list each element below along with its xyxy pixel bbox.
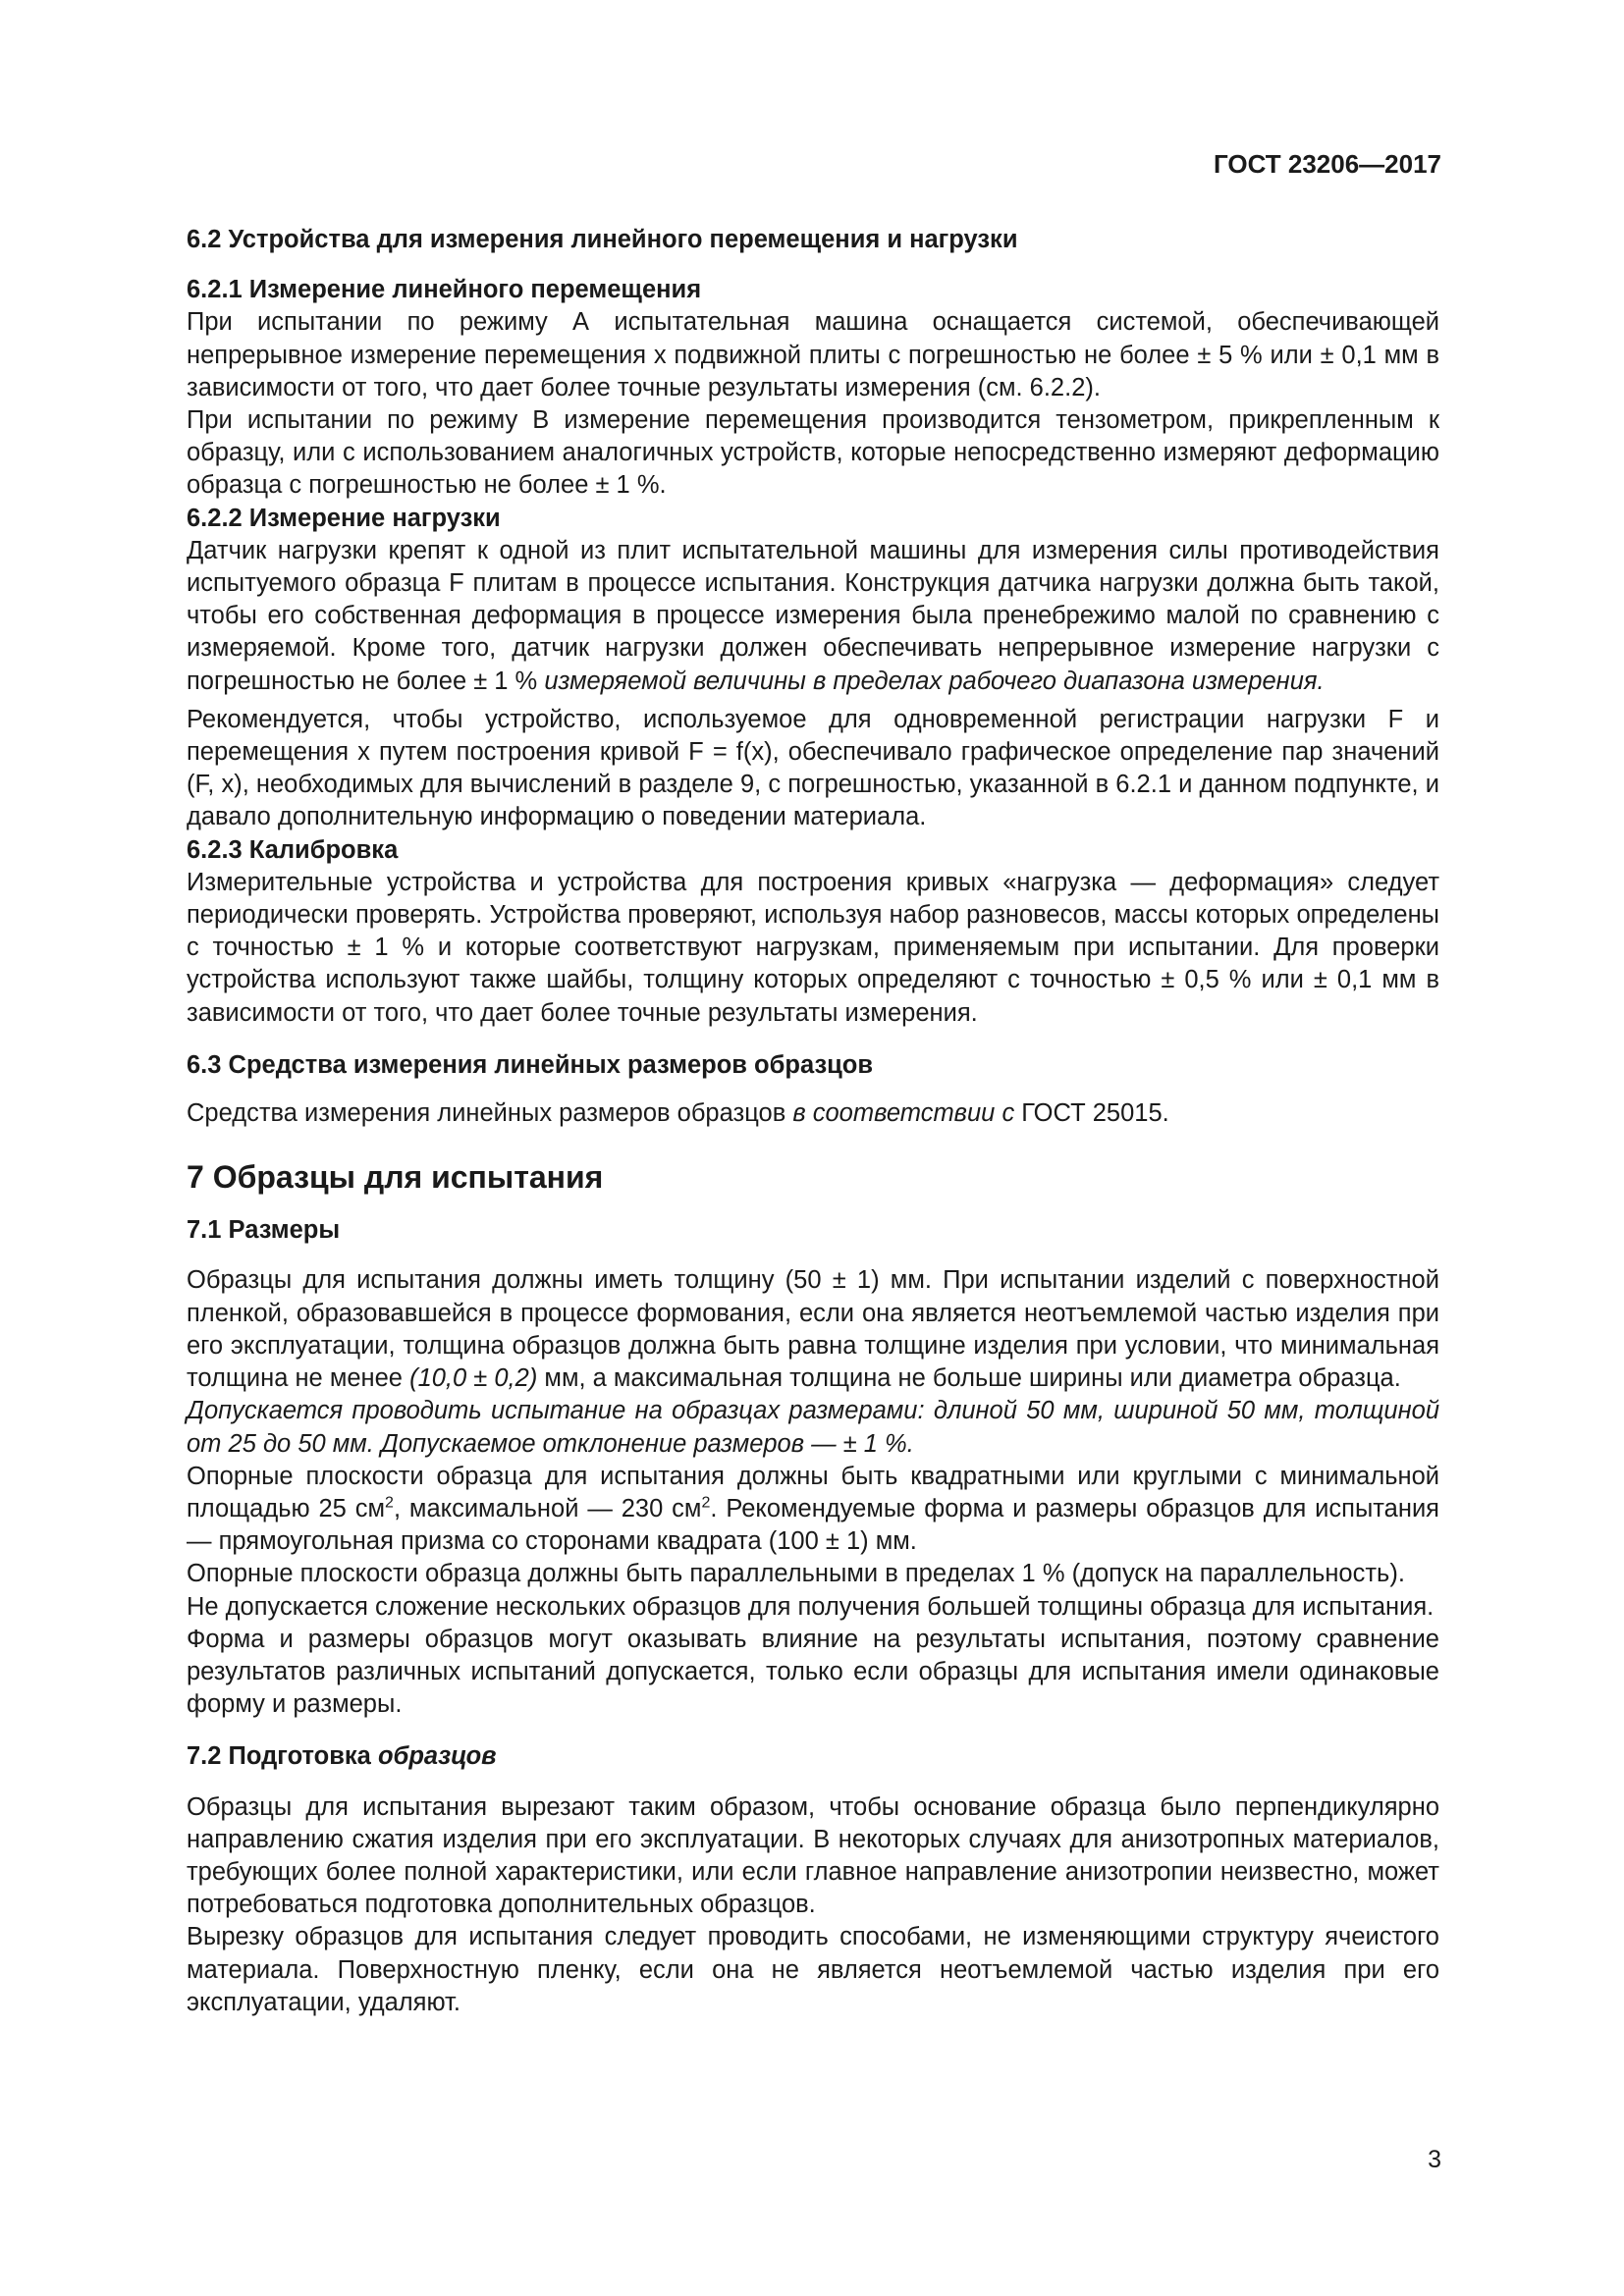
paragraph-6-3-1-ref: ГОСТ 25015. bbox=[1021, 1099, 1169, 1128]
section-7-title: 7 Образцы для испытания bbox=[187, 1159, 604, 1196]
document-body bbox=[187, 224, 1439, 2019]
paragraph-7-2-2: Вырезку образцов для испытания следует проводить способами, не изменяющими структуру ячеистого материала. Поверхностную пленку, если она не является неотъемлемой частью изделия при его эксплуатации, удаляют. bbox=[187, 1923, 1439, 2016]
paragraph-7-1-5: Не допускается сложение нескольких образцов для получения большей толщины образца для испытания. bbox=[187, 1592, 1435, 1621]
paragraph-7-1-1-text: Образцы для испытания должны иметь толщину (50 ± 1) мм. При испытании изделий с поверхностной пленкой, образовавшейся в процессе формования, если она является неотъемлемой частью изделия при его эксплуатации, толщина образцов должна быть равна толщине изделия при условии, что минимальная толщина не менее bbox=[187, 1266, 1439, 1393]
paragraph-6-2-2-1-text: Датчик нагрузки крепят к одной из плит испытательной машины для измерения силы противодействия испытуемого образца F плитам в процессе испытания. Конструкция датчика нагрузки должна быть такой, чтобы его собственная деформация в процессе измерения была пренебрежимо малой по сравнению с измеряемой. Кроме того, датчик нагрузки должен обеспечивать непрерывное измерение нагрузки с погрешностью не более ± 1 % bbox=[187, 536, 1439, 695]
paragraph-7-1-1-end: мм, а максимальная толщина не больше ширины или диаметра образца. bbox=[544, 1364, 1401, 1393]
paragraph-6-3-1 bbox=[187, 1097, 1439, 1130]
paragraph-7-1-3-a: Опорные плоскости образца для испытания должны быть квадратными или круглыми с минимальной площадью 25 см bbox=[187, 1462, 1439, 1522]
paragraph-7-1-6: Форма и размеры образцов могут оказывать влияние на результаты испытания, поэтому сравнение результатов различных испытаний допускается, только если образцы для испытания имели одинаковые форму и размеры. bbox=[187, 1625, 1439, 1719]
section-6-3-title: 6.3 Средства измерения линейных размеров образцов bbox=[187, 1050, 874, 1079]
section-7-1-title: 7.1 Размеры bbox=[187, 1216, 341, 1245]
superscript: 2 bbox=[701, 1494, 711, 1512]
paragraph-7-1-1 bbox=[187, 1264, 1439, 1395]
paragraph-6-2-2-1-italic: измеряемой величины в пределах рабочего диапазона измерения. bbox=[544, 667, 1325, 695]
section-6-2-3-title: 6.2.3 Калибровка bbox=[187, 835, 399, 864]
section-6-2-1-title: 6.2.1 Измерение линейного перемещения bbox=[187, 276, 702, 304]
paragraph-7-1-3-c: . Рекомендуемые форма и размеры образцов для испытания — прямоугольная призма со сторонами квадрата (100 ± 1) мм. bbox=[187, 1494, 1439, 1556]
paragraph-7-1-3-b: , максимальной — 230 см bbox=[393, 1494, 702, 1522]
document-id: ГОСТ 23206—2017 bbox=[1214, 149, 1441, 179]
section-7-2-title-b: образцов bbox=[377, 1742, 497, 1771]
paragraph-6-2-3-1: Измерительные устройства и устройства для построения кривых «нагрузка — деформация» следует периодически проверять. Устройства проверяют, используя набор разновесов, массы которых определены с точностью ± 1 % и которые соответствуют нагрузкам, применяемым при испытании. Для проверки устройства используют также шайбы, толщину которых определяют с точностью ± 0,5 % или ± 0,1 мм в зависимости от того, что дает более точные результаты измерения. bbox=[187, 868, 1439, 1027]
paragraph-6-2-1-1: При испытании по режиму А испытательная машина оснащается системой, обеспечивающей непрерывное измерение перемещения x подвижной плиты с погрешностью не более ± 5 % или ± 0,1 мм в зависимости от того, что дает более точные результаты измерения (см. 6.2.2). bbox=[187, 308, 1439, 401]
section-7-2-title bbox=[187, 1740, 1439, 1773]
paragraph-6-2-2-1 bbox=[187, 535, 1439, 698]
paragraph-6-2-2-2: Рекомендуется, чтобы устройство, используемое для одновременной регистрации нагрузки F и перемещения x путем построения кривой F = f(x), обеспечивало графическое определение пар значений (F, x), необходимых для вычислений в разделе 9, с погрешностью, указанной в 6.2.1 и данном подпункте, и давало дополнительную информацию о поведении материала. bbox=[187, 705, 1439, 831]
paragraph-7-1-1-italic: (10,0 ± 0,2) bbox=[409, 1364, 538, 1393]
paragraph-6-2-1-2: При испытании по режиму В измерение перемещения производится тензометром, прикрепленным к образцу, или с использованием аналогичных устройств, которые непосредственно измеряют деформацию образца с погрешностью не более ± 1 %. bbox=[187, 406, 1439, 500]
paragraph-7-2-1: Образцы для испытания вырезают таким образом, чтобы основание образца было перпендикулярно направлению сжатия изделия при его эксплуатации. В некоторых случаях для анизотропных материалов, требующих более полной характеристики, или если главное направление анизотропии неизвестно, может потребоваться подготовка дополнительных образцов. bbox=[187, 1792, 1439, 1919]
paragraph-7-1-4: Опорные плоскости образца должны быть параллельными в пределах 1 % (допуск на параллельность). bbox=[187, 1560, 1405, 1588]
superscript: 2 bbox=[385, 1494, 394, 1512]
paragraph-6-3-1-text: Средства измерения линейных размеров образцов bbox=[187, 1099, 786, 1128]
paragraph-7-1-3 bbox=[187, 1461, 1439, 1559]
paragraph-7-1-2: Допускается проводить испытание на образцах размерами: длиной 50 мм, шириной 50 мм, толщиной от 25 до 50 мм. Допускаемое отклонение размеров — ± 1 %. bbox=[187, 1397, 1439, 1458]
page-number: 3 bbox=[1428, 2146, 1441, 2173]
section-7-2-title-a: 7.2 Подготовка bbox=[187, 1742, 371, 1771]
paragraph-6-3-1-italic: в соответствии с bbox=[792, 1099, 1015, 1128]
section-6-2-2-title: 6.2.2 Измерение нагрузки bbox=[187, 504, 501, 532]
section-6-2-title: 6.2 Устройства для измерения линейного перемещения и нагрузки bbox=[187, 226, 1018, 253]
